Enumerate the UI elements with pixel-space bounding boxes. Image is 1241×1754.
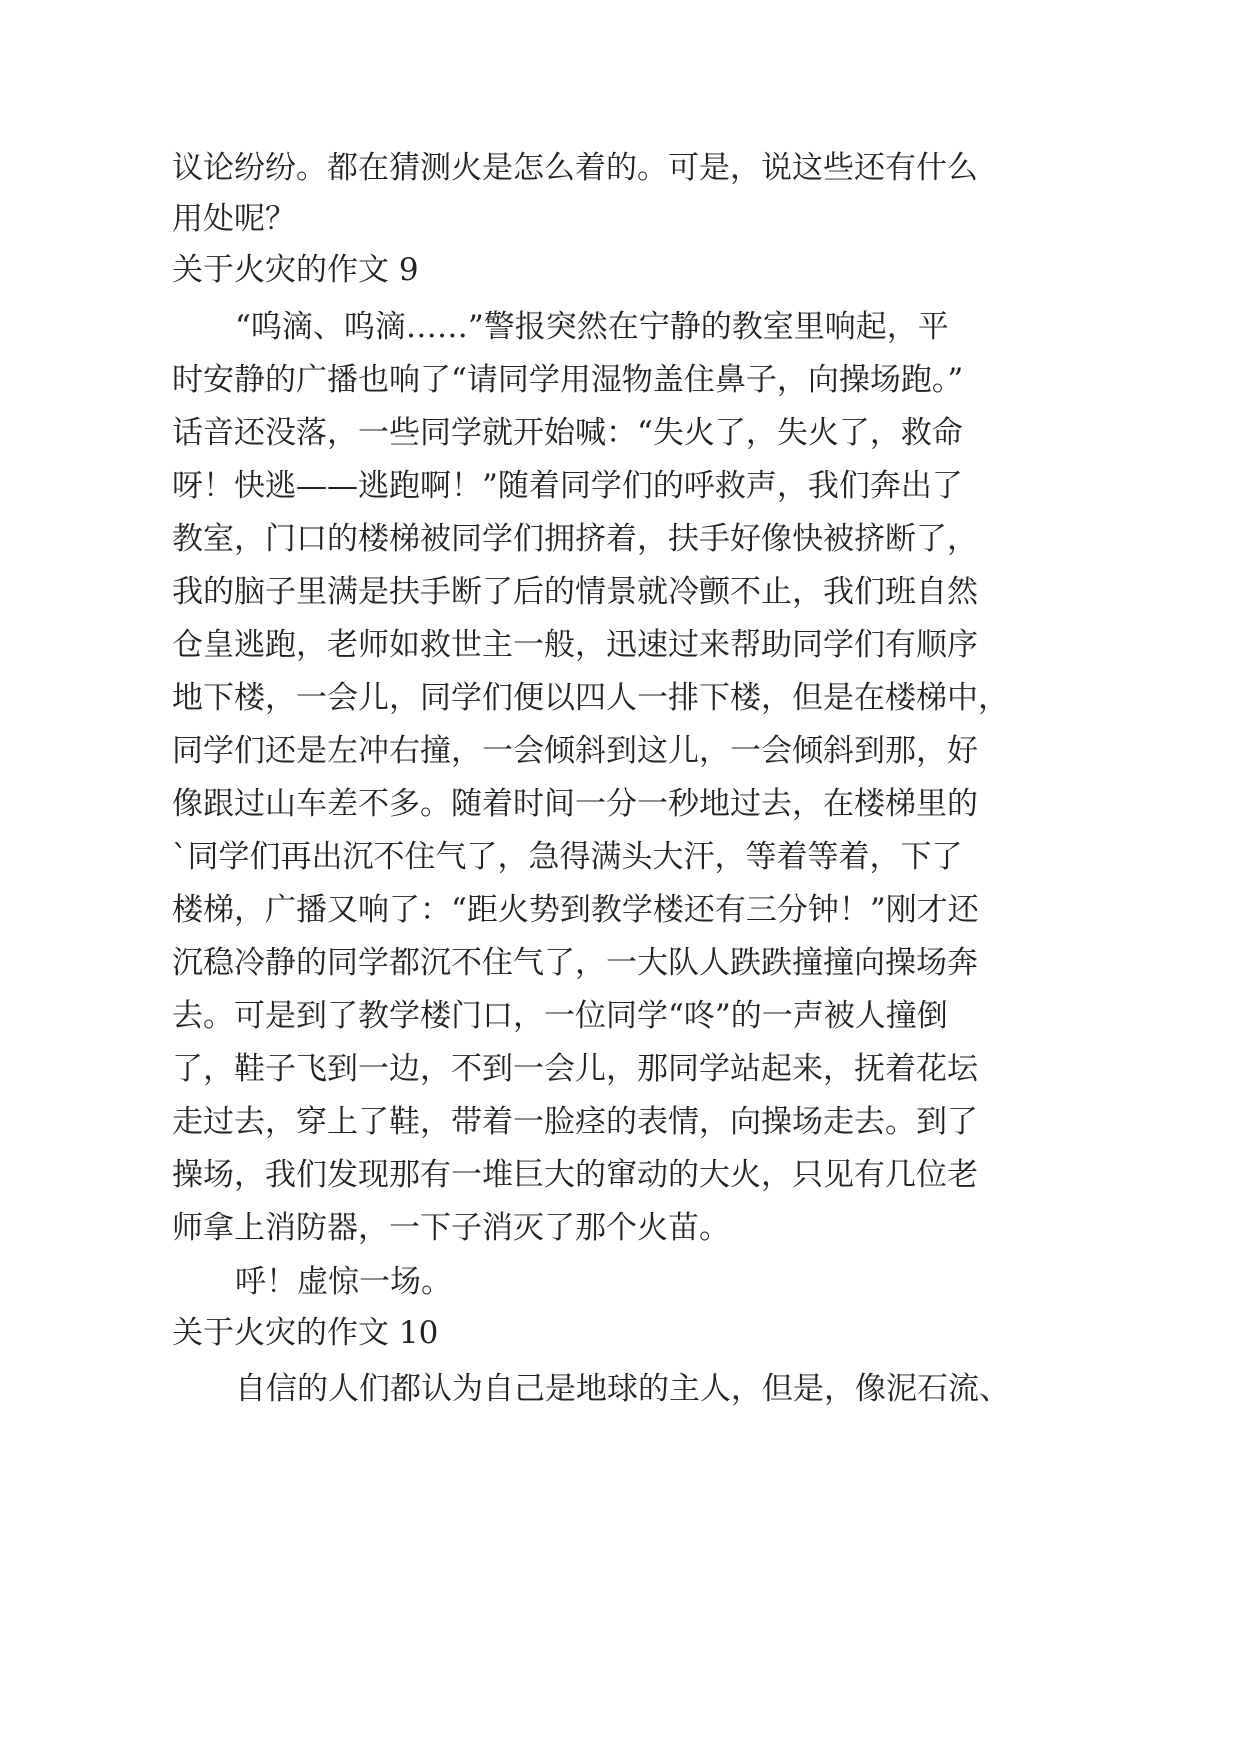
text-line: 议论纷纷。都在猜测火是怎么着的。可是，说这些还有什么 <box>172 150 978 186</box>
text-line: 用处呢？ <box>172 201 296 237</box>
text-line: 操场，我们发现那有一堆巨大的窜动的大火，只见有几位老 <box>172 1157 978 1193</box>
text-line: 去。可是到了教学楼门口，一位同学“咚”的一声被人撞倒 <box>172 998 948 1034</box>
text-line: 沉稳冷静的同学都沉不住气了，一大队人跌跌撞撞向操场奔 <box>172 945 978 981</box>
section-heading: 关于火灾的作文 9 <box>172 252 419 288</box>
text-line: 仓皇逃跑，老师如救世主一般，迅速过来帮助同学们有顺序 <box>172 627 978 663</box>
text-line: 像跟过山车差不多。随着时间一分一秒地过去，在楼梯里的 <box>172 786 978 822</box>
text-line: 楼梯，广播又响了：“距火势到教学楼还有三分钟！”刚才还 <box>172 892 979 928</box>
text-line: 时安静的广播也响了“请同学用湿物盖住鼻子，向操场跑。” <box>172 362 964 398</box>
text-line: 呀！快逃——逃跑啊！”随着同学们的呼救声，我们奔出了 <box>172 468 963 504</box>
text-line: “呜滴、呜滴……”警报突然在宁静的教室里响起，平 <box>235 309 949 345</box>
text-line: 我的脑子里满是扶手断了后的情景就冷颤不止，我们班自然 <box>172 574 978 610</box>
text-line: 话音还没落，一些同学就开始喊：“失火了，失火了，救命 <box>172 415 963 451</box>
text-line: 同学们还是左冲右撞，一会倾斜到这儿，一会倾斜到那，好 <box>172 733 978 769</box>
text-line: 师拿上消防器，一下子消灭了那个火苗。 <box>172 1210 730 1246</box>
text-line: 自信的人们都认为自己是地球的主人，但是，像泥石流、 <box>235 1371 1010 1407</box>
text-line: 地下楼，一会儿，同学们便以四人一排下楼，但是在楼梯中， <box>172 680 1009 716</box>
section-heading: 关于火灾的作文 10 <box>172 1315 439 1351</box>
text-line: 教室，门口的楼梯被同学们拥挤着，扶手好像快被挤断了， <box>172 521 978 557</box>
text-line: 走过去，穿上了鞋，带着一脸痉的表情，向操场走去。到了 <box>172 1104 978 1140</box>
text-line: 呼！虚惊一场。 <box>235 1264 452 1300</box>
text-line: 了，鞋子飞到一边，不到一会儿，那同学站起来，抚着花坛 <box>172 1051 978 1087</box>
text-line: `同学们再出沉不住气了，急得满头大汗，等着等着，下了 <box>172 839 963 875</box>
